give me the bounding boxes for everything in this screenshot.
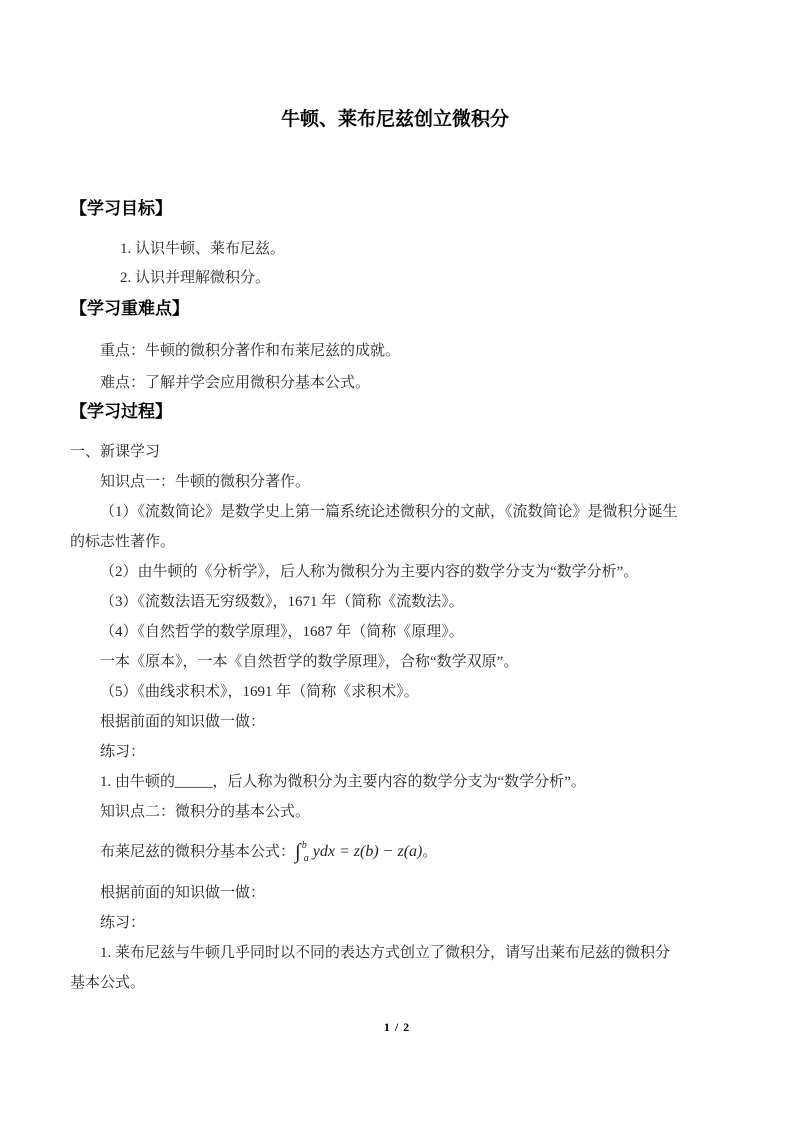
objectives-list — [120, 235, 720, 293]
practice-1-label: 练习： — [100, 744, 146, 760]
process-block — [70, 437, 720, 998]
knowledge-point-2-heading: 知识点二：微积分的基本公式。 — [100, 804, 311, 820]
lesson-heading: 一、新课学习 — [70, 444, 161, 460]
key-points-block — [100, 335, 720, 399]
integral-upper-limit: b — [301, 840, 307, 851]
formula-body: ydx = z(b) − z(a) — [312, 843, 423, 860]
formula-intro: 布莱尼兹的微积分基本公式： — [100, 844, 296, 860]
paragraph-3: （3）《流数法语无穷级数》，1671 年（简称《流数法》。 — [100, 594, 464, 610]
footer-page-number: 1 / 2 — [383, 1020, 411, 1034]
integral-lower-limit: a — [303, 853, 309, 864]
key-point-focus: 重点：牛顿的微积分著作和布莱尼兹的成就。 — [100, 343, 401, 359]
paragraph-6: （5）《曲线求积术》，1691 年（简称《求积术》。 — [100, 684, 419, 700]
document-title: 牛顿、莱布尼兹创立微积分 — [280, 109, 509, 130]
practice-1-question: 1. 由牛顿的_____，后人称为微积分为主要内容的数学分支为“数学分析”。 — [100, 774, 586, 790]
practice-2-label: 练习： — [100, 915, 146, 931]
integral-sign: ∫ — [295, 839, 301, 863]
knowledge-point-1-heading: 知识点一：牛顿的微积分著作。 — [100, 474, 311, 490]
paragraph-5: 一本《原本》，一本《自然哲学的数学原理》，合称“数学双原”。 — [100, 654, 519, 670]
section-heading-objectives: 【学习目标】 — [70, 199, 172, 218]
section-heading-key-points: 【学习重难点】 — [70, 299, 189, 318]
paragraph-2: （2）由牛顿的《分析学》，后人称为微积分为主要内容的数学分支为“数学分析”。 — [100, 564, 639, 580]
formula-period: 。 — [422, 844, 438, 860]
paragraph-1-line-2: 的标志性著作。 — [70, 534, 176, 550]
objective-item-1: 1. 认识牛顿、莱布尼兹。 — [120, 241, 286, 257]
do-it-prompt-1: 根据前面的知识做一做： — [100, 714, 266, 730]
practice-2-question-line-2: 基本公式。 — [70, 975, 146, 991]
objective-item-2: 2. 认识并理解微积分。 — [120, 270, 271, 286]
paragraph-4: （4）《自然哲学的数学原理》，1687 年（简称《原理》。 — [100, 624, 464, 640]
integral-formula — [295, 839, 423, 864]
practice-2-question-line-1: 1. 莱布尼兹与牛顿几乎同时以不同的表达方式创立了微积分，请写出莱布尼兹的微积分 — [100, 945, 671, 961]
do-it-prompt-2: 根据前面的知识做一做： — [100, 885, 266, 901]
section-heading-process: 【学习过程】 — [70, 402, 172, 421]
key-point-difficulty: 难点：了解并学会应用微积分基本公式。 — [100, 375, 371, 391]
paragraph-1-line-1: （1）《流数简论》是数学史上第一篇系统论述微积分的文献，《流数简论》是微积分诞生 — [100, 504, 678, 520]
formula-paragraph — [70, 827, 720, 878]
